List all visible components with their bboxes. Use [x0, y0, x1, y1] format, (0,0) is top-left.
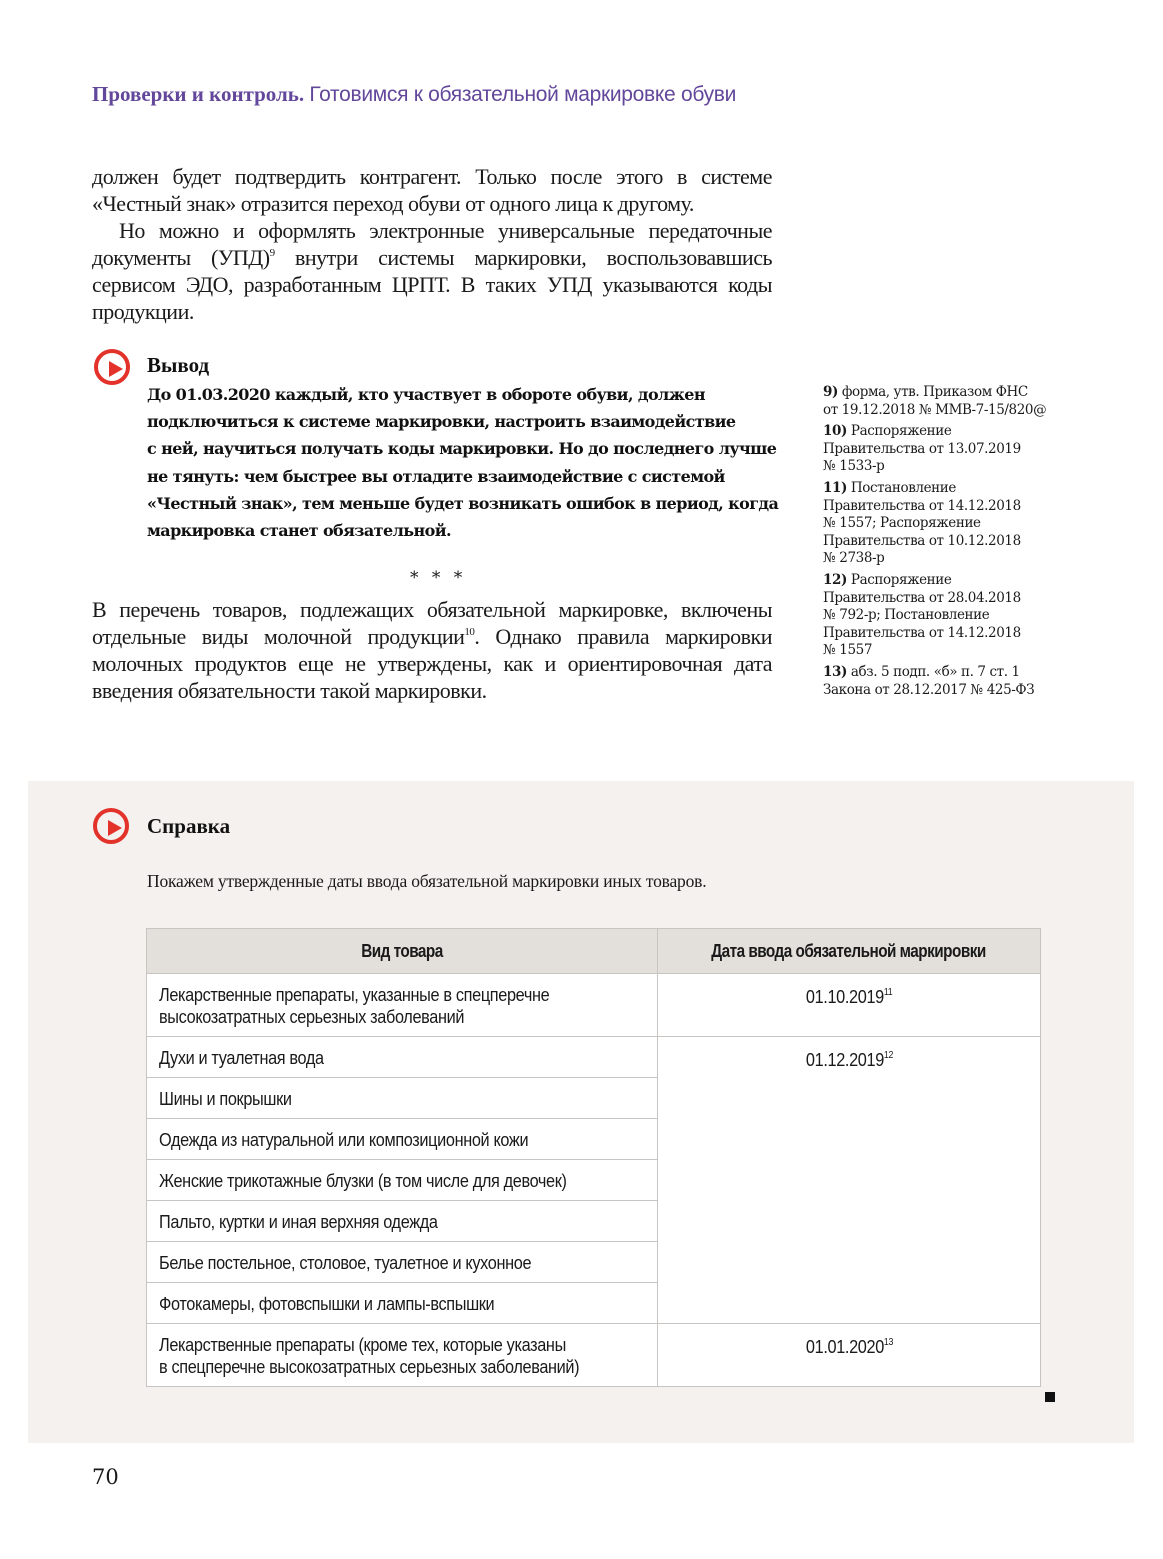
conclusion-text: До 01.03.2020 каждый, кто участвует в обороте обуви, должен подключиться к системе маркировки, настроить взаимодействие с ней, научиться получать коды маркировки. Но до последнего лучше не тянуть: чем быстрее вы отладите взаимодействие с системой «Честный знак», тем меньше будет возникать ошибок в период, когда маркировка станет обязательной. [147, 385, 779, 541]
reference-intro: Покажем утвержденные даты ввода обязательной маркировки иных товаров. [147, 871, 707, 891]
date-cell [657, 974, 1040, 1037]
body-paragraph: В перечень товаров, подлежащих обязательной маркировке, включены отдельные виды молочной продукции$^{10}$. Однако правила маркировки молочных продуктов еще не утверждены, как и ориентировочная дата введения обязательности такой маркировки. [92, 597, 772, 703]
product-cell: Лекарственные препараты (кроме тех, которые указаны в спецперечне высокозатратных серьезных заболеваний) [147, 1324, 658, 1387]
footnote-ref[interactable]: 13 [883, 1337, 893, 1348]
footnote-text: Правительства от 10.12.2018 [823, 532, 1021, 549]
footnote-text: Правительства от 28.04.2018 [823, 589, 1021, 606]
body-paragraph-bottom [92, 596, 772, 704]
footnote-number: 11) [823, 479, 847, 496]
table-row [147, 1324, 1041, 1387]
date-cell [657, 1324, 1040, 1387]
scalloped-edge [28, 777, 1134, 785]
running-head-title: Готовимся к обязательной маркировке обуви [309, 83, 737, 106]
column-header-product: Вид товара [147, 929, 658, 974]
date-value: 01.10.2019 [805, 986, 884, 1007]
footnote-text: от 19.12.2018 № ММВ-7-15/820@ [823, 401, 1047, 418]
footnote [823, 480, 1063, 568]
footnote-number: 12) [823, 571, 847, 588]
reference-title: Справка [147, 814, 231, 838]
body-paragraph: должен будет подтвердить контрагент. Только после этого в системе «Честный знак» отразится переход обуви от одного лица к другому. [92, 164, 772, 216]
body-paragraphs-top [92, 163, 772, 325]
table-row [147, 1037, 1041, 1078]
footnote-text: № 1557; Распоряжение [823, 515, 981, 532]
footnote [823, 664, 1063, 699]
date-cell [657, 1037, 1040, 1324]
footnote-text: Закона от 28.12.2017 № 425-ФЗ [823, 681, 1035, 698]
footnote-number: 10) [823, 423, 847, 440]
table-row [147, 974, 1041, 1037]
product-cell: Пальто, куртки и иная верхняя одежда [147, 1201, 658, 1242]
footnote-ref[interactable]: 11 [883, 987, 893, 998]
footnote-text: № 2738-р [823, 550, 885, 567]
footnote-ref[interactable]: 12 [883, 1050, 893, 1061]
footnote-text: № 792-р; Постановление [823, 607, 990, 624]
product-cell: Духи и туалетная вода [147, 1037, 658, 1078]
body-paragraph: Но можно и оформлять электронные универсальные передаточные документы (УПД)$^9$ внутри системы маркировки, воспользовавшись сервисом ЭДО, разработанным ЦРПТ. В таких УПД указываются коды продукции. [92, 218, 772, 324]
footnote [823, 572, 1063, 660]
date-value: 01.12.2019 [805, 1049, 884, 1070]
product-cell: Шины и покрышки [147, 1078, 658, 1119]
marking-dates-table [146, 928, 1041, 1387]
product-cell: Женские трикотажные блузки (в том числе для девочек) [147, 1160, 658, 1201]
footnote-text: Распоряжение [850, 571, 952, 588]
footnote-text: форма, утв. Приказом ФНС [841, 384, 1028, 400]
footnote-number: 9) [823, 384, 838, 400]
product-cell: Одежда из натуральной или композиционной кожи [147, 1119, 658, 1160]
play-circle-icon [93, 808, 129, 844]
footnote-number: 13) [823, 663, 847, 680]
footnote-ref[interactable]: 9 [269, 247, 275, 259]
product-cell: Белье постельное, столовое, туалетное и кухонное [147, 1242, 658, 1283]
date-value: 01.01.2020 [805, 1336, 884, 1357]
play-circle-icon [94, 349, 130, 385]
footnote-text: № 1557 [823, 642, 873, 659]
footnote-text: № 1533-р [823, 458, 885, 475]
product-cell: Фотокамеры, фотовспышки и лампы-вспышки [147, 1283, 658, 1324]
footnote [823, 384, 1063, 419]
table-header-row [147, 929, 1041, 974]
footnote-text: Правительства от 14.12.2018 [823, 624, 1021, 641]
column-header-date: Дата ввода обязательной маркировки [657, 929, 1040, 974]
footnote [823, 423, 1063, 476]
running-head [92, 82, 736, 107]
footnote-text: Распоряжение [850, 423, 952, 440]
conclusion-title: Вывод [147, 353, 210, 377]
section-separator: * * * [410, 568, 467, 588]
footnote-text: Постановление [850, 479, 956, 496]
footnote-text: абз. 5 подп. «б» п. 7 ст. 1 [850, 663, 1020, 680]
footnote-text: Правительства от 13.07.2019 [823, 440, 1021, 457]
end-of-article-mark [1045, 1392, 1055, 1402]
running-head-section: Проверки и контроль. [92, 82, 305, 106]
footnote-text: Правительства от 14.12.2018 [823, 497, 1021, 514]
footnote-ref[interactable]: 10 [464, 626, 475, 638]
product-cell: Лекарственные препараты, указанные в спецперечне высокозатратных серьезных заболеваний [147, 974, 658, 1037]
page-number: 70 [92, 1465, 119, 1489]
footnotes-column [823, 384, 1063, 703]
